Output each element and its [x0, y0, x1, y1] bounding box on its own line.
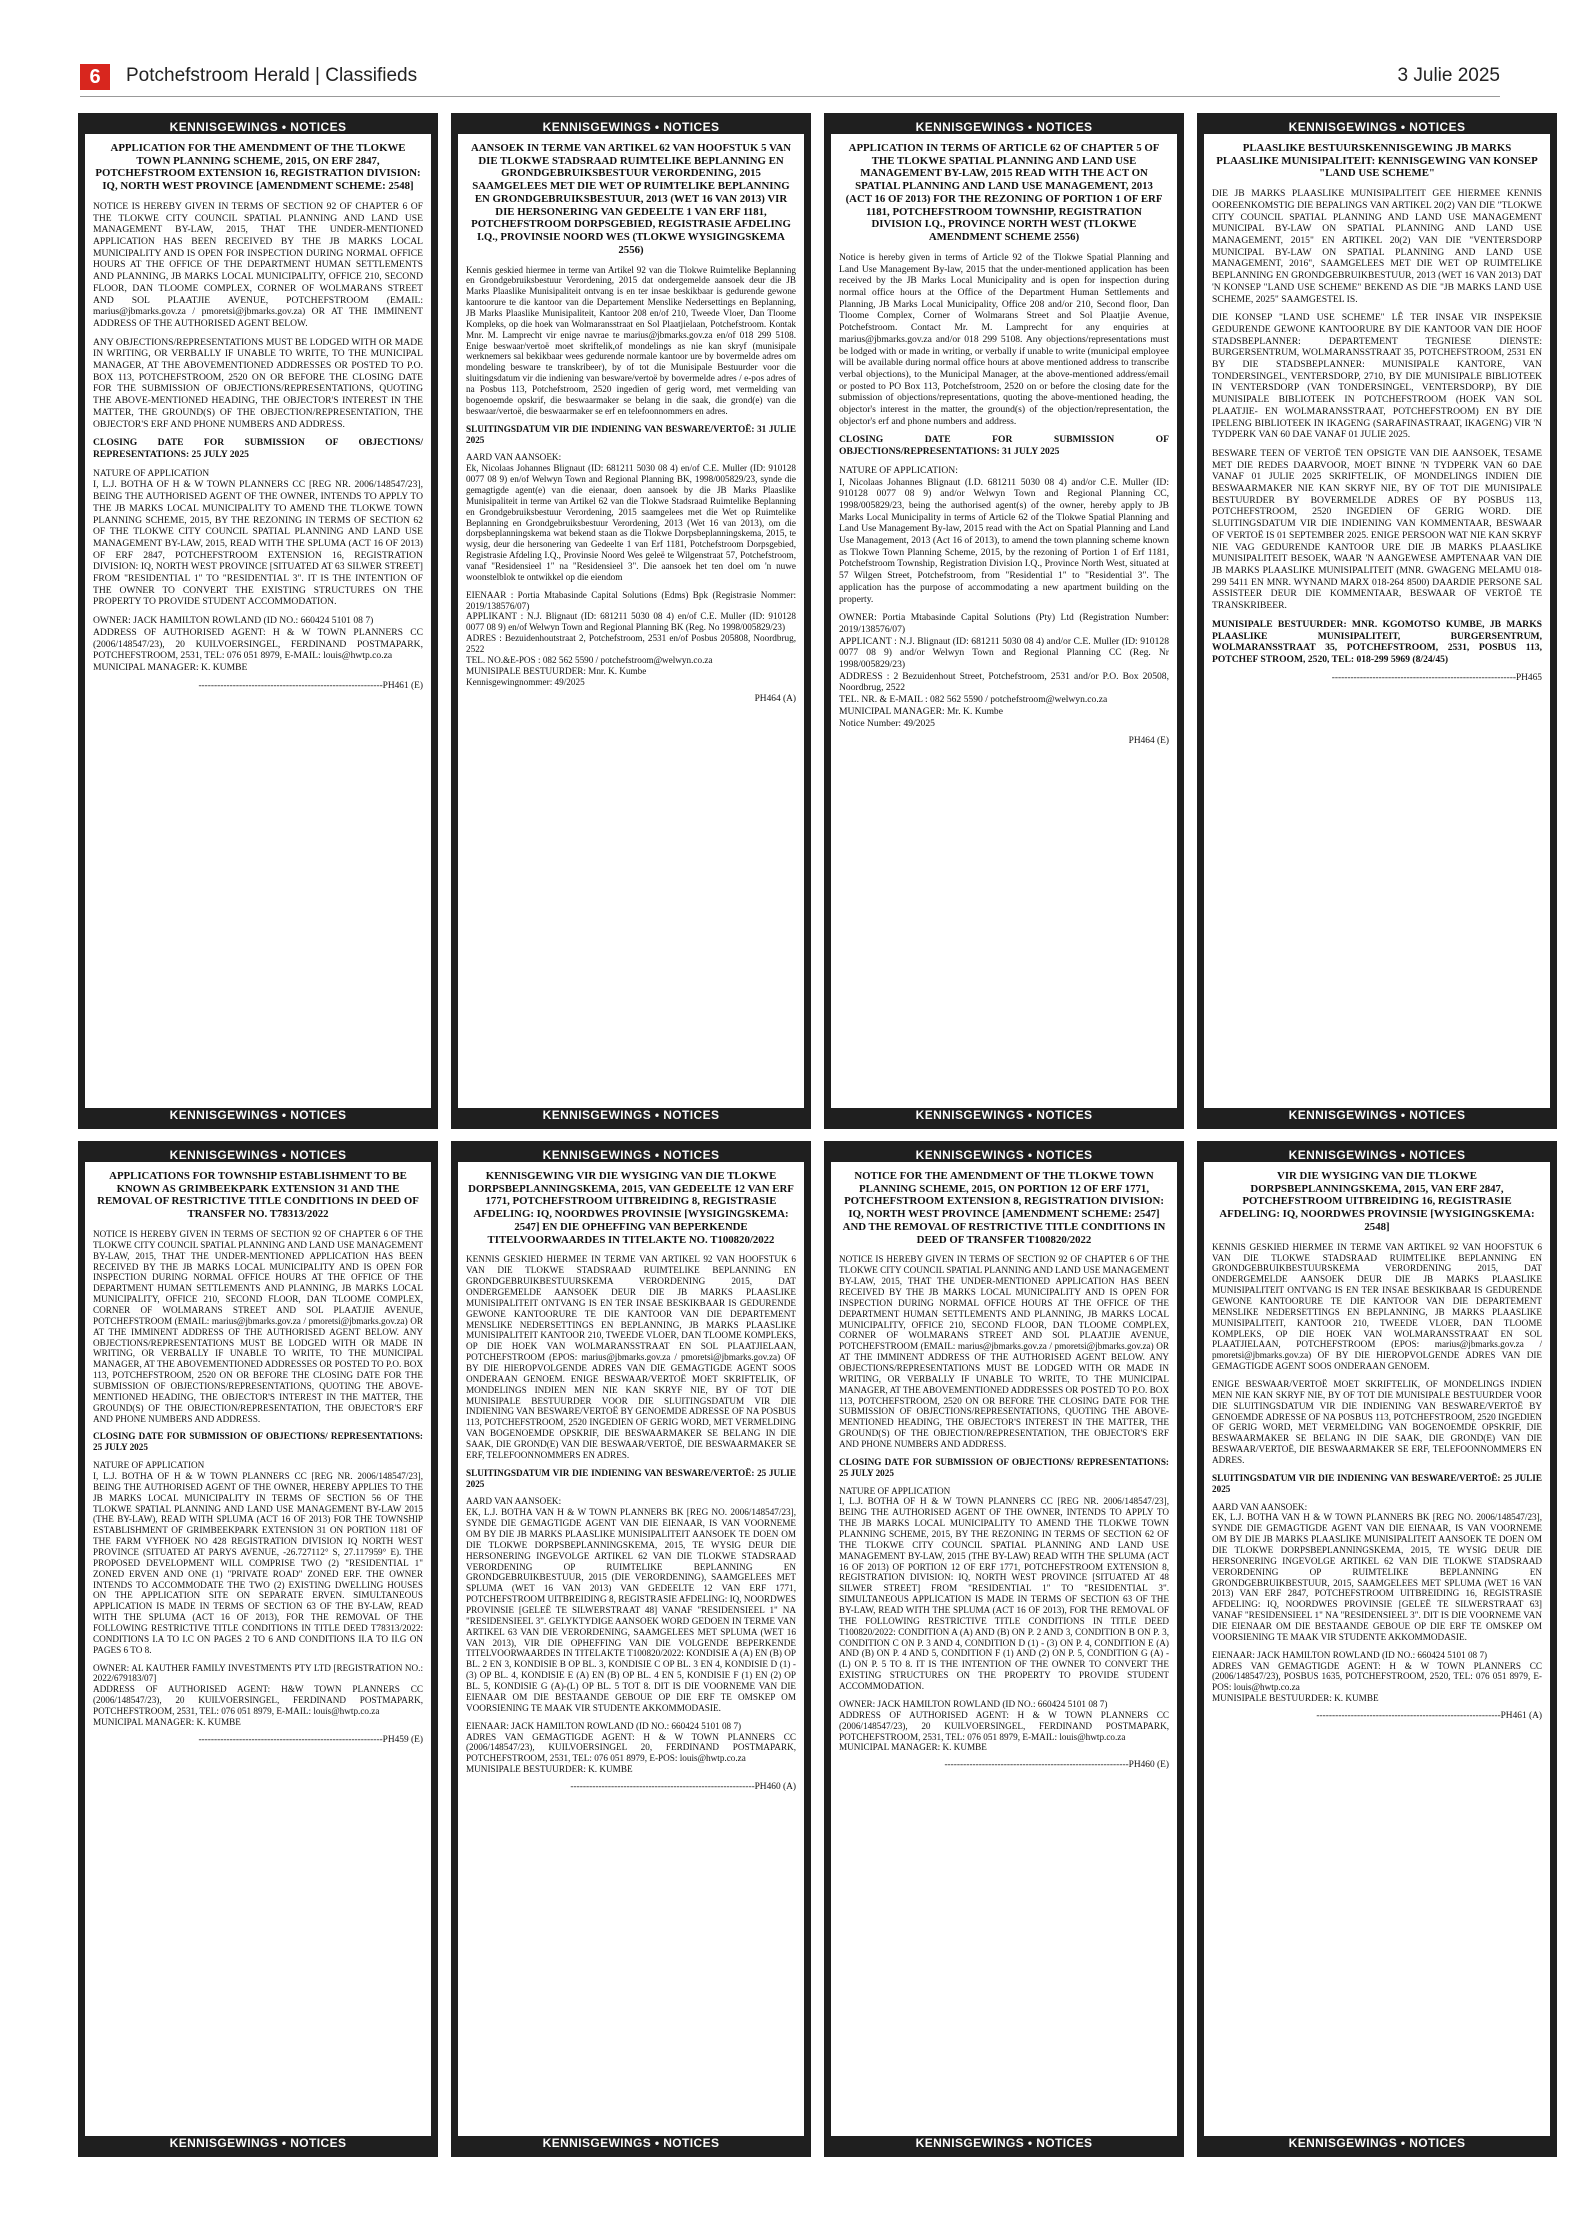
- notice-reference: -----------------------------------------------------------PH460 (A): [570, 1781, 796, 1792]
- notice-body: [831, 1162, 1177, 1773]
- notice-paragraph: DIE JB MARKS PLAASLIKE MUNISIPALITEIT GEE HIERMEE KENNIS OOREENKOMSTIG DIE BEPALINGS VAN ARTIKEL 20(2) VAN DIE "TLOKWE CITY COUNCIL SPATIAL PLANNING AND LAND USE MANAGEMENT MUNICIPAL BY-LAW ON SPATIAL PLANNING AND LAND USE MANAGEMENT, 2015" EN ARTIKEL 20(2) VAN DIE "VENTERSDORP MUNICIPAL BY-LAW ON SPATIAL PLANNING AND LAND USE MANAGEMENT, 2016", SAAMGELEES MET DIE WET OP RUIMTELIKE BEPLANNING EN GRONDGEBRUIKBESTUUR, 2013 (WET 16 VAN 2013) DAT 'N KONSEP "LAND USE SCHEME" BEKEND AS DIE "JB MARKS LAND USE SCHEME, 2025" SAAMGESTEL IS.: [1212, 188, 1542, 305]
- notice-title: KENNISGEWING VIR DIE WYSIGING VAN DIE TLOKWE DORPSBEPLANNINGSKEMA, 2015, VAN GEDEELTE 12 VAN ERF 1771, POTCHEFSTROOM UITBREIDING 8, REGISTRASIE AFDELING: IQ, NOORDWES PROVINSIE [WYSIGINGSKEMA: 2547] EN DIE OPHEFFING VAN BEPERKENDE TITELVOORWAARDES IN TITELAKTE NO. T100820/2022: [468, 1170, 794, 1246]
- notice-reference: -----------------------------------------------------------PH461 (A): [1316, 1711, 1542, 1722]
- notice-paragraph: EIENAAR: JACK HAMILTON ROWLAND (ID NO.: 660424 5101 08 7) ADRES VAN GEMAGTIGDE AGENT: H & W TOWN PLANNERS CC (2006/148547/23), POSBUS 1635, POTCHEFSTROOM, 2520, TEL: 076 051 8979, E-POS: louis@hwtp.co.za MUNISIPALE BESTUURDER: K. KUMBE: [1212, 1649, 1542, 1704]
- notice-band-bottom: KENNISGEWINGS • NOTICES: [85, 1108, 431, 1122]
- notice-band: KENNISGEWINGS • NOTICES: [831, 120, 1177, 134]
- notice-title: NOTICE FOR THE AMENDMENT OF THE TLOKWE TOWN PLANNING SCHEME, 2015, ON PORTION 12 OF ERF 1771, POTCHEFSTROOM EXTENSION 8, REGISTRATION DIVISION: IQ, NORTH WEST PROVINCE [AMENDMENT SCHEME: 2547] AND THE REMOVAL OF RESTRICTIVE TITLE CONDITIONS IN DEED OF TRANSFER T100820/2022: [842, 1170, 1166, 1246]
- notice-band-bottom: KENNISGEWINGS • NOTICES: [458, 1108, 804, 1122]
- notice-reference: PH464 (A): [754, 694, 796, 705]
- notice-paragraph: AARD VAN AANSOEK: EK, L.J. BOTHA VAN H & W TOWN PLANNERS BK [REG NO. 2006/148547/23], SYNDE DIE GEMAGTIGDE AGENT VAN DIE EIENAAR, IS VAN VOORNEME OM BY DIE JB MARKS PLAASLIKE MUNISIPALITEIT AANSOEK TE DOEN OM DIE TLOKWE DORPSBEPLANNINGSKEMA, 2015, TE WYSIG DEUR DIE HERSONERING INGEVOLGE ARTIKEL 62 VAN DIE TLOKWE STADSRAAD VERORDENING OP RUIMTELIKE BEPLANNING EN GRONDGEBRUIKBESTUUR, 2015 (DIE VERORDENING), SAAMGELEES MET SPLUMA (WET 16 VAN 2013) VAN GEDEELTE 12 VAN ERF 1771, POTCHEFSTROOM UITBREIDING 8, REGISTRASIE AFDELING: IQ, NOORDWES PROVINSIE [GELEË TE SILWERSTRAAT 48] VANAF "RESIDENSIEEL 1" NA "RESIDENSIEEL 3". GELYKTYDIGE AANSOEK WORD GEDOEN IN TERME VAN ARTIKEL 63 VAN DIE VERORDENING, SAAMGELEES MET SPLUMA (WET 16 VAN 2013), VIR DIE OPHEFFING VAN DIE VOLGENDE BEPERKENDE TITELVOORWAARDES IN TITELAKTE T100820/2022: KONDISIE A (A) EN (B) OP BL. 2 EN 3, KONDISIE B OP BL. 3, KONDISIE C OP BL. 3 EN 4, KONDISIE D (1) - (3) OP BL. 4, KONDISIE E (A) EN (B) OP BL. 4 EN 5, KONDISIE F (1) EN (2) OP BL. 5, KONDISIE G (A)-(L) OP BL. 5 TOT 8. DIT IS DIE VOORNEME VAN DIE EIENAAR OM DIE BESTAANDE GEBOUE OP DIE ERF TE OMSKEP OM VOORSIENING TE MAAK VIR STUDENTE AKKOMMODASIE.: [466, 1496, 796, 1713]
- notice-body: [1204, 134, 1550, 686]
- notice-paragraph: NATURE OF APPLICATION I, L.J. BOTHA OF H & W TOWN PLANNERS CC [REG NR. 2006/148547/23], BEING THE AUTHORISED AGENT OF THE OWNER, INTENDS TO APPLY TO THE JB MARKS LOCAL MUNICIPALITY TO AMEND THE TLOKWE TOWN PLANNING SCHEME, 2015, BY THE REZONING IN TERMS OF SECTION 62 OF THE TLOKWE CITY COUNCIL SPATIAL PLANNING AND LAND USE MANAGEMENT BY-LAW, 2015 (THE BY-LAW) READ WITH THE SPLUMA (ACT 16 OF 2013) OF PORTION 12 OF ERF 1771, POTCHEFSTROOM EXTENSION 8, REGISTRATION DIVISION: IQ, NORTH WEST PROVINCE [SITUATED AT 48 SILWER STREET] FROM "RESIDENTIAL 1" TO "RESIDENTIAL 3". SIMULTANEOUS APPLICATION IS MADE IN TERMS OF SECTION 63 OF THE BY-LAW, READ WITH THE SPLUMA (ACT 16 OF 2013), FOR THE REMOVAL OF THE FOLLOWING RESTRICTIVE TITLE CONDITIONS IN TITLE DEED T100820/2022: CONDITION A (A) AND (B) ON P. 2 AND 3, CONDITION B ON P. 3, CONDITION C ON P. 3 AND 4, CONDITION D (1) - (3) ON P. 4, CONDITION E (A) AND (B) ON P. 4 AND 5, CONDITION F (1) AND (2) ON P. 5, CONDITION G (A) - (L) ON P. 5 TO 8. IT IS THE INTENTION OF THE OWNER TO CONVERT THE EXISTING STRUCTURES ON THE PROPERTY TO PROVIDE STUDENT ACCOMMODATION.: [839, 1485, 1169, 1692]
- notice-body: [85, 1162, 431, 1748]
- notice-paragraph: NATURE OF APPLICATION I, L.J. BOTHA OF H & W TOWN PLANNERS CC [REG NR. 2006/148547/23], BEING THE AUTHORISED AGENT OF THE OWNER, INTENDS TO APPLY TO THE JB MARKS LOCAL MUNICIPALITY TO AMEND THE TLOKWE TOWN PLANNING SCHEME, 2015, BY THE REZONING IN TERMS OF SECTION 62 OF THE TLOKWE CITY COUNCIL SPATIAL PLANNING AND LAND USE MANAGEMENT BY-LAW, 2015, READ WITH THE SPLUMA (ACT 16 OF 2013) OF ERF 2847, POTCHEFSTROOM EXTENSION 16, REGISTRATION DIVISION: IQ, NORTH WEST PROVINCE [SITUATED AT 63 SILWER STREET] FROM "RESIDENTIAL 1" TO "RESIDENTIAL 3". IT IS THE INTENTION OF THE OWNER TO CONVERT THE EXISTING STRUCTURES ON THE PROPERTY TO PROVIDE STUDENT ACCOMMODATION.: [93, 467, 423, 608]
- notice-body: [458, 1162, 804, 1795]
- notice-paragraph: NATURE OF APPLICATION: I, Nicolaas Johannes Blignaut (I.D. 681211 5030 08 4) and/or C.E. Muller (ID: 910128 0077 08 9) and/or Welwyn Town and Regional Planning CC, 1998/005829/23, being the authorised agent(s) of the owner, hereby apply to JB Marks Local Municipality in terms of Article 62 of the Tlokwe Spatial Planning and Land Use Management By-law, 2015 read with the Act on Spatial Planning and Land Use Management, 2013 (Act 16 of 2013), to amend the town planning scheme known as Tlokwe Town Planning Scheme, 2015, by the rezoning of Portion 1 of Erf 1181, Potchefstroom Township, Registration Division I.Q., Province North West, situated at 57 Wilgen Street, Potchefstroom, from "Residential 1" to "Residential 3". The application has the purpose of accommodating a new apartment building on the property.: [839, 464, 1169, 605]
- notice-3: [831, 120, 1177, 1122]
- notice-title: APPLICATION IN TERMS OF ARTICLE 62 OF CHAPTER 5 OF THE TLOKWE SPATIAL PLANNING AND LAND USE MANAGEMENT BY-LAW, 2015 READ WITH THE ACT ON SPATIAL PLANNING AND LAND USE MANAGEMENT, 2013 (ACT 16 OF 2013) FOR THE REZONING OF PORTION 1 OF ERF 1181, POTCHEFSTROOM TOWNSHIP, REGISTRATION DIVISION I.Q., PROVINCE NORTH WEST (TLOKWE AMENDMENT SCHEME 2556): [845, 142, 1163, 244]
- notice-paragraph: OWNER: JACK HAMILTON ROWLAND (ID NO.: 660424 5101 08 7) ADDRESS OF AUTHORISED AGENT: H & W TOWN PLANNERS CC (2006/148547/23), 20 KUILVOERSINGEL, FERDINAND POSTMAPARK, POTCHEFSTROOM, 2531, TEL: 076 051 8979, E-MAIL: louis@hwtp.co.za MUNICIPAL MANAGER: K. KUMBE: [839, 1698, 1169, 1753]
- notice-paragraph: AARD VAN AANSOEK: EK, L.J. BOTHA VAN H & W TOWN PLANNERS BK [REG NO. 2006/148547/23], SYNDE DIE GEMAGTIGDE AGENT VAN DIE EIENAAR, IS VAN VOORNEME OM BY DIE JB MARKS PLAASLIKE MUNISIPALITEIT AANSOEK TE DOEN OM DIE TLOKWE DORPSBEPLANNINGSKEMA, 2015, TE WYSIG DEUR DIE HERSONERING INGEVOLGE ARTIKEL 62 VAN DIE TLOKWE STADSRAAD VERORDENING OP RUIMTELIKE BEPLANNING EN GRONDGEBRUIKBESTUUR, 2015, SAAMGELEES MET SPLUMA (WET 16 VAN 2013) VAN ERF 2847, POTCHEFSTROOM UITBREIDING 16, REGISTRASIE AFDELING: IQ, NOORDWES PROVINSIE [GELEË TE SILWERSTRAAT 63] VANAF "RESIDENSIEEL 1" NA "RESIDENSIEEL 3". DIT IS DIE VOORNEME VAN DIE EIENAAR OM DIE BESTAANDE GEBOUE OP DIE ERF TE OMSKEP OM VOORSIENING TE MAAK VIR STUDENTE AKKOMMODASIE.: [1212, 1501, 1542, 1642]
- publication-name: Potchefstroom Herald | Classifieds: [126, 65, 418, 86]
- notice-8: [1204, 1148, 1550, 2150]
- page-header: [80, 62, 1500, 92]
- notice-paragraph: Kennis geskied hiermee in terme van Artikel 92 van die Tlokwe Ruimtelike Beplanning en Grondgebruiksbestuur Verordening, 2015 dat ondergemelde aansoek deur die JB Marks Plaaslike Munisipaliteit ontvang is en ter insae beskikbaar is gedurende gewone kantoorure te die kantoor van die Departement Menslike Nedersettings en Beplanning, JB Marks Plaaslike Munisipaliteit, Kantoor 208 en/of 210, Tweede Vloer, Dan Tloome Kompleks, op die hoek van Wolmaransstraat en Sol Plaatjielaan, Potchefstroom. Kontak Mnr. M. Lamprecht vir enige navrae te marius@jbmarks.gov.za en/of 018 299 5108. Enige beswaar/vertoë moet skriftelik,of mondelings as nie kan skryf (munisipale werknemers sal bekikbaar wees gedurende normale kantoor ure by bovermelde adres om mondeling besware te transkribeer), by of tot die Munisipale Bestuurder voor die sluitingsdatum vir die indiening van besware/vertoë by bovermelde adres / e-pos adres of na Posbus 113, Potchefstroom, 2520 ingedien of gerig word, met vermelding van bogenoemde opskrif, die beswaarmaker se belang in die saak, die grond(e) van die beswaar/vertoë, die beswaarmaker se erf en telefoonnommers en adres.: [466, 264, 796, 416]
- notice-2: [458, 120, 804, 1122]
- publication-date: 3 Julie 2025: [1397, 65, 1500, 86]
- notice-paragraph: CLOSING DATE FOR SUBMISSION OF OBJECTIONS/ REPRESENTATIONS: 25 JULY 2025: [93, 1431, 423, 1453]
- notice-paragraph: EIENAAR: JACK HAMILTON ROWLAND (ID NO.: 660424 5101 08 7) ADRES VAN GEMAGTIGDE AGENT: H & W TOWN PLANNERS CC (2006/148547/23), KUILVOERSINGEL 20, FERDINAND POSTMAPARK, POTCHEFSTROOM, 2531, TEL: 076 051 8979, E-POS: louis@hwtp.co.za MUNISIPALE BESTUURDER: K. KUMBE: [466, 1720, 796, 1775]
- notice-title: VIR DIE WYSIGING VAN DIE TLOKWE DORPSBEPLANNINGSKEMA, 2015, VAN ERF 2847, POTCHEFSTROOM UITBREIDING 16, REGISTRASIE AFDELING: IQ, NOORDWES PROVINSIE [WYSIGINGSKEMA: 2548]: [1219, 1170, 1535, 1233]
- page-number: 6: [80, 64, 110, 90]
- notice-title: APPLICATIONS FOR TOWNSHIP ESTABLISHMENT TO BE KNOWN AS GRIMBEEKPARK EXTENSION 31 AND THE REMOVAL OF RESTRICTIVE TITLE CONDITIONS IN DEED OF TRANSFER NO. T78313/2022: [97, 1170, 419, 1221]
- notice-paragraph: CLOSING DATE FOR SUBMISSION OF OBJECTIONS/ REPRESENTATIONS: 25 JULY 2025: [93, 437, 423, 460]
- notice-paragraph: OWNER: AL KAUTHER FAMILY INVESTMENTS PTY LTD [REGISTRATION NO.: 2022/679183/07] ADDRESS OF AUTHORISED AGENT: H&W TOWN PLANNERS CC (2006/148547/23), 20 KUILVOERSINGEL, FERDINAND POSTMAPARK, POTCHEFSTROOM, 2531, TEL: 076 051 8979, E-MAIL: louis@hwtp.co.za MUNICIPAL MANAGER: K. KUMBE: [93, 1662, 423, 1727]
- notice-reference: -----------------------------------------------------------PH460 (E): [944, 1760, 1169, 1771]
- header-rule: [80, 96, 1500, 97]
- notice-paragraph: ANY OBJECTIONS/REPRESENTATIONS MUST BE LODGED WITH OR MADE IN WRITING, OR VERBALLY IF UNABLE TO WRITE, TO THE MUNICIPAL MANAGER, AT THE ABOVEMENTIONED ADDRESSES OR POSTED TO P.O. BOX 113, POTCHEFSTROOM, 2520 ON OR BEFORE THE CLOSING DATE FOR THE SUBMISSION OF OBJECTIONS/REPRESENTATIONS, QUOTING THE ABOVE-MENTIONED HEADING, THE OBJECTOR'S INTEREST IN THE MATTER, THE GROUND(S) OF THE OBJECTION/REPRESENTATION, THE OBJECTOR'S ERF AND PHONE NUMBERS AND ADDRESS.: [93, 336, 423, 430]
- notice-title: PLAASLIKE BESTUURSKENNISGEWING JB MARKS PLAASLIKE MUNISIPALITEIT: KENNISGEWING VAN KONSEP "LAND USE SCHEME": [1216, 142, 1538, 180]
- notice-6: [458, 1148, 804, 2150]
- notice-7: [831, 1148, 1177, 2150]
- notice-band-bottom: KENNISGEWINGS • NOTICES: [458, 2136, 804, 2150]
- notice-body: [1204, 1162, 1550, 1724]
- notice-5: [85, 1148, 431, 2150]
- notice-paragraph: MUNISIPALE BESTUURDER: MNR. KGOMOTSO KUMBE, JB MARKS PLAASLIKE MUNISIPALITEIT, BURGERSENTRUM, WOLMARANSSTRAAT 35, POTCHEFSTROOM, 2531, POSBUS 113, POTCHEF STROOM, 2520, TEL: 018-299 5969 (8/24/45): [1212, 618, 1542, 665]
- notice-1: [85, 120, 431, 1122]
- notice-paragraph: SLUITINGSDATUM VIR DIE INDIENING VAN BESWARE/VERTOË: 31 JULIE 2025: [466, 423, 796, 445]
- notice-band: KENNISGEWINGS • NOTICES: [1204, 120, 1550, 134]
- notice-band-bottom: KENNISGEWINGS • NOTICES: [831, 2136, 1177, 2150]
- notice-reference: -----------------------------------------------------------PH465: [1331, 672, 1542, 683]
- notice-band: KENNISGEWINGS • NOTICES: [1204, 1148, 1550, 1162]
- notice-paragraph: BESWARE TEEN OF VERTOË TEN OPSIGTE VAN DIE AANSOEK, TESAME MET DIE REDES DAARVOOR, MOET BINNE 'N TYDPERK VAN 60 DAE VANAF 01 JULIE 2025 SKRIFTELIK, OF MONDELINGS INDIEN DIE BESWAARMAKER NIE KAN SKRYF NIE, BY OF TOT DIE MUNISIPALE BESTUURDER BY BOVERMELDE ADRES OF BY POSBUS 113, POTCHEFSTROOM, 2520 INGEDIEN OF GERIG WORD. DIE SLUITINGSDATUM VIR DIE INDIENING VAN KOMMENTAAR, BESWAAR OF VERTOË IS 01 SEPTEMBER 2025. ENIGE PERSOON WAT NIE KAN SKRYF NIE VAG GEDURENDE KANTOOR URE DIE JB MARKS PLAASLIKE MUNISIPALITEIT BESOEK, WAAR 'N AANGEWESE AMPTENAAR VAN DIE JB MARKS PLAASLIKE MUNISIPALITEIT (MNR. GWAGENG MELAMU 018-299 5411 EN MNR. WYNAND MARX 018-264 8500) DAARDIE PERSONE SAL ASSISTEER DEUR DIE KOMMENTAAR, BESWAAR OF VERTOË TE TRANSKRIBEER.: [1212, 447, 1542, 612]
- notice-paragraph: KENNIS GESKIED HIERMEE IN TERME VAN ARTIKEL 92 VAN HOOFSTUK 6 VAN DIE TLOKWE STADSRAAD RUIMTELIKE BEPLANNING EN GRONDGEBRUIKBESTUURSKEMA VERORDENING 2015, DAT ONDERGEMELDE AANSOEK DEUR DIE JB MARKS PLAASLIKE MUNISIPALITEIT ONTVANG IS EN TER INSAE BESKIKBAAR IS GEDURENDE GEWONE KANTOORURE TE DIE KANTOOR VAN DIE DEPARTEMENT MENSLIKE NEDERSETTINGS EN BEPLANNING, JB MARKS PLAASLIKE MUNISIPALITEIT, KANTOOR 210, TWEEDE VLOER, DAN TLOOME KOMPLEKS, OP DIE HOEK VAN WOLMARANSSTRAAT EN SOL PLAATJIELAAN, POTCHEFSTROOM (EPOS: marius@jbmarks.gov.za / pmoretsi@jbmarks.gov.za) OF BY DIE HIEROPVOLGENDE ADRES VAN DIE GEMAGTIGDE AGENT SOOS ONDERAAN GENOEM.: [1212, 1241, 1542, 1372]
- notice-paragraph: NOTICE IS HEREBY GIVEN IN TERMS OF SECTION 92 OF CHAPTER 6 OF THE TLOKWE CITY COUNCIL SPATIAL PLANNING AND LAND USE MANAGEMENT BY-LAW, 2015, THAT THE UNDER-MENTIONED APPLICATION HAS BEEN RECEIVED BY THE JB MARKS LOCAL MUNICIPALITY AND IS OPEN FOR INSPECTION DURING NORMAL OFFICE HOURS AT THE OFFICE OF THE DEPARTMENT HUMAN SETTLEMENTS AND PLANNING, JB MARKS LOCAL MUNICIPALITY, OFFICE 210, SECOND FLOOR, DAN TLOOME COMPLEX, CORNER OF WOLMARANS STREET AND SOL PLAATJIE AVENUE, POTCHEFSTROOM (EMAIL: marius@jbmarks.gov.za / pmoretsi@jbmarks.gov.za) OR AT THE IMMINENT ADDRESS OF THE AUTHORISED AGENT BELOW.: [93, 200, 423, 329]
- notice-paragraph: CLOSING DATE FOR SUBMISSION OF OBJECTIONS/ REPRESENTATIONS: 25 JULY 2025: [839, 1456, 1169, 1478]
- notice-paragraph: SLUITINGSDATUM VIR DIE INDIENING VAN BESWARE/VERTOË: 25 JULIE 2025: [466, 1467, 796, 1489]
- notice-body: [831, 134, 1177, 750]
- notice-paragraph: CLOSING DATE FOR SUBMISSION OF OBJECTIONS/REPRESENTATIONS: 31 JULY 2025: [839, 434, 1169, 458]
- notice-paragraph: NATURE OF APPLICATION I, L.J. BOTHA OF H & W TOWN PLANNERS CC [REG NR. 2006/148547/23], BEING THE AUTHORISED AGENT OF THE OWNER, HEREBY APPLIES TO THE JB MARKS LOCAL MUNICIPALITY IN TERMS OF SECTION 56 OF THE TLOKWE SPATIAL PLANNING AND LAND USE MANAGEMENT BY-LAW 2015 (THE BY-LAW), READ WITH SPLUMA (ACT 16 OF 2013) FOR THE TOWNSHIP ESTABLISHMENT OF GRIMBEEKPARK EXTENSION 31 ON PORTION 1181 OF THE FARM VYFHOEK NO 428 REGISTRATION DIVISION IQ NORTH WEST PROVINCE (SITUATED AT PARYS AVENUE, -26.727112° S, 27.117959° E). THE PROPOSED DEVELOPMENT WILL COMPRISE TWO (2) "RESIDENTIAL 1" ZONED ERVEN AND ONE (1) "PRIVATE ROAD" ZONED ERF. THE OWNER INTENDS TO ACCOMMODATE THE TWO (2) EXISTING DWELLING HOUSES ON THE APPLICATION SITE ON SEPARATE ERVEN. SIMULTANEOUS APPLICATION IS MADE IN TERMS OF SECTION 63 OF THE BY-LAW, READ WITH THE SPLUMA (ACT 16 OF 2013), FOR THE REMOVAL OF THE FOLLOWING RESTRICTIVE TITLE CONDITIONS IN TITLE DEED T78313/2022: CONDITIONS I.A TO I.C ON PAGES 2 TO 6 AND CONDITIONS II.A TO II.G ON PAGES 6 TO 8.: [93, 1460, 423, 1655]
- notice-paragraph: NOTICE IS HEREBY GIVEN IN TERMS OF SECTION 92 OF CHAPTER 6 OF THE TLOKWE CITY COUNCIL SPATIAL PLANNING AND LAND USE MANAGEMENT BY-LAW, 2015, THAT THE UNDER-MENTIONED APPLICATION HAS BEEN RECEIVED BY THE JB MARKS LOCAL MUNICIPALITY AND IS OPEN FOR INSPECTION DURING NORMAL OFFICE HOURS AT THE OFFICE OF THE DEPARTMENT HUMAN SETTLEMENTS AND PLANNING, JB MARKS LOCAL MUNICIPALITY, OFFICE 210, SECOND FLOOR, DAN TLOOME COMPLEX, CORNER OF WOLMARANS STREET AND SOL PLAATJIE AVENUE, POTCHEFSTROOM (EMAIL: marius@jbmarks.gov.za / pmoretsi@jbmarks.gov.za) OR AT THE IMMINENT ADDRESS OF THE AUTHORISED AGENT BELOW. ANY OBJECTIONS/REPRESENTATIONS MUST BE LODGED WITH OR MADE IN WRITING, OR VERBALLY IF UNABLE TO WRITE, TO THE MUNICIPAL MANAGER, AT THE ABOVEMENTIONED ADDRESSES OR POSTED TO P.O. BOX 113, POTCHEFSTROOM, 2520 ON OR BEFORE THE CLOSING DATE FOR THE SUBMISSION OF OBJECTIONS/REPRESENTATIONS, QUOTING THE ABOVE-MENTIONED HEADING, THE OBJECTOR'S INTEREST IN THE MATTER, THE GROUND(S) OF THE OBJECTION/REPRESENTATION, THE OBJECTOR'S ERF AND PHONE NUMBERS AND ADDRESS.: [839, 1254, 1169, 1450]
- notice-4: [1204, 120, 1550, 1122]
- notice-body: [458, 134, 804, 708]
- notice-paragraph: AARD VAN AANSOEK: Ek, Nicolaas Johannes Blignaut (ID: 681211 5030 08 4) en/of C.E. Muller (ID: 910128 0077 08 9) en/of Welwyn Town and Regional Planning BK, 1998/005829/23, synde die gemagtigde agent(e) van die eienaar, doen aansoek by die JB Marks Plaaslike Munisipaliteit in terme van Artikel 62 van die Tlokwe Stadsraad Ruimtelike Beplanning en Grondgebruiksbestuur Verordening, 2015 saamgelees met die Wet op Ruimtelike Beplanning en Grondgebruiksbestuur Verordening, 2013 (Wet 16 van 2013), om die dorpsbeplanningskema wat bekend staan as die Tlokwe Dorpsbeplanningskema, 2015, te wysig, deur die hersonering van Gedeelte 1 van Erf 1181, Potchefstroom Dorpsgebied, Registrasie Afdeling I.Q., Provinsie Noord Wes geleë te Wilgenstraat 57, Potchefstroom, vanaf "Residensieel 1" na "Residensieel 3". Die aansoek het ten doel om 'n nuwe woonstelblok te ontwikkel op die eiendom: [466, 452, 796, 582]
- notice-paragraph: DIE KONSEP "LAND USE SCHEME" LÊ TER INSAE VIR INSPEKSIE GEDURENDE GEWONE KANTOORURE BY DIE KANTOOR VAN DIE HOOF STADSBEPLANNER: DEPARTEMENT TEGNIESE DIENSTE: BURGERSENTRUM, WOLMARANSSTRAAT 35, POTCHEFSTROOM, 2531 EN BY DIE STADSBEPLANNER: MUNISIPALE KANTORE, VAN TONDERSINGEL, VENTERSDORP, 2710, BY DIE MUNISIPALE BIBLIOTEEK IN VENTERSDORP (VAN TONDERSINGEL, VENTERSDORP), BY DIE MUNISIPALE BIBLIOTEEK IN POTCHEFSTROOM (HOEK VAN SOL PLAATJIE- EN WOLMARANSSTRAAT, POTCHEFSTROOM) EN BY DIE IPELENG BIBLIOTEEK IN IKAGENG (SARAFINASTRAAT, IKAGENG) VIR 'N TYDPERK VAN 60 DAE VANAF 01 JULIE 2025.: [1212, 312, 1542, 441]
- notice-reference: -----------------------------------------------------------PH461 (E): [198, 680, 423, 691]
- notice-band: KENNISGEWINGS • NOTICES: [458, 120, 804, 134]
- notice-paragraph: OWNER: JACK HAMILTON ROWLAND (ID NO.: 660424 5101 08 7) ADDRESS OF AUTHORISED AGENT: H & W TOWN PLANNERS CC (2006/148547/23), 20 KUILVOERSINGEL, FERDINAND POSTMAPARK, POTCHEFSTROOM, 2531, TEL: 076 051 8979, E-MAIL: louis@hwtp.co.za MUNICIPAL MANAGER: K. KUMBE: [93, 615, 423, 673]
- notice-band: KENNISGEWINGS • NOTICES: [85, 1148, 431, 1162]
- notice-band-bottom: KENNISGEWINGS • NOTICES: [1204, 2136, 1550, 2150]
- notice-reference: -----------------------------------------------------------PH459 (E): [198, 1734, 423, 1745]
- notice-band: KENNISGEWINGS • NOTICES: [458, 1148, 804, 1162]
- notice-band: KENNISGEWINGS • NOTICES: [831, 1148, 1177, 1162]
- notice-band-bottom: KENNISGEWINGS • NOTICES: [831, 1108, 1177, 1122]
- notice-title: AANSOEK IN TERME VAN ARTIKEL 62 VAN HOOFSTUK 5 VAN DIE TLOKWE STADSRAAD RUIMTELIKE BEPLANNING EN GRONDGEBRUIKSBESTUUR VERORDENING, 2015 SAAMGELEES MET DIE WET OP RUIMTELIKE BEPLANNING EN GRONDGEBRUIKSBESTUUR, 2013 (WET 16 VAN 2013) VIR DIE HERSONERING VAN GEDEELTE 1 VAN ERF 1181, POTCHEFSTROOM DORPSGEBIED, REGISTRASIE AFDELING I.Q., PROVINSIE NOORD WES (TLOKWE WYSIGINGSKEMA 2556): [470, 142, 792, 256]
- notice-paragraph: OWNER: Portia Mtabasinde Capital Solutions (Pty) Ltd (Registration Number: 2019/138576/07) APPLICANT : N.J. Blignaut (ID: 681211 5030 08 4) and/or C.E. Muller (ID: 910128 0077 08 9) and/or Welwyn Town and Regional Planning CC (Reg. Nr 1998/005829/23) ADDRESS : 2 Bezuidenhout Street, Potchefstroom, 2531 and/or P.O. Box 20508, Noordbrug, 2522 TEL. NR. & E-MAIL : 082 562 5590 / potchefstroom@welwyn.co.za MUNICIPAL MANAGER: Mr. K. Kumbe Notice Number: 49/2025: [839, 612, 1169, 729]
- notice-reference: PH464 (E): [1128, 736, 1169, 747]
- notice-paragraph: SLUITINGSDATUM VIR DIE INDIENING VAN BESWARE/VERTOË: 25 JULIE 2025: [1212, 1472, 1542, 1494]
- notice-title: APPLICATION FOR THE AMENDMENT OF THE TLOKWE TOWN PLANNING SCHEME, 2015, ON ERF 2847, POTCHEFSTROOM EXTENSION 16, REGISTRATION DIVISION: IQ, NORTH WEST PROVINCE [AMENDMENT SCHEME: 2548]: [95, 142, 421, 193]
- notice-body: [85, 134, 431, 694]
- notice-paragraph: KENNIS GESKIED HIERMEE IN TERME VAN ARTIKEL 92 VAN HOOFSTUK 6 VAN DIE TLOKWE STADSRAAD RUIMTELIKE BEPLANNING EN GRONDGEBRUIKBESTUURSKEMA VERORDENING 2015, DAT ONDERGEMELDE AANSOEK DEUR DIE JB MARKS PLAASLIKE MUNISIPALITEIT ONTVANG IS EN TER INSAE BESKIKBAAR IS GEDURENDE GEWONE KANTOORURE TE DIE KANTOOR VAN DIE DEPARTEMENT MENSLIKE NEDERSETTINGS EN BEPLANNING, JB MARKS PLAASLIKE MUNISIPALITEIT KANTOOR 210, TWEEDE VLOER, DAN TLOOME KOMPLEKS, OP DIE HOEK VAN WOLMARANSSTRAAT EN SOL PLAATJIELAAN, POTCHEFSTROOM (EPOS: marius@jbmarks.gov.za / pmoretsi@jbmarks.gov.za) OF BY DIE HIEROPVOLGENDE ADRES VAN DIE GEMAGTIGDE AGENT SOOS ONDERAAN GENOEM. ENIGE BESWAAR/VERTOË MOET SKRIFTELIK, OF MONDELINGS INDIEN MEN NIE KAN SKRYF NIE, BY OF TOT DIE MUNISIPALE BESTUURDER VOOR DIE SLUITINGSDATUM VIR DIE INDIENING VAN BESWARE/VERTOË BY GENOEMDE ADRESSE OF NA POSBUS 113, POTCHEFSTROOM, 2520 INGEDIEN OF GERIG WORD, MET VERMELDING VAN BOGENOEMDE OPSKRIF, DIE BESWAARMAKER SE BELANG IN DIE SAAK, DIE GROND(E) VAN DIE BESWAAR/VERTOË, DIE BESWAARMAKER SE ERF, TELEFOONNOMMERS EN ADRES.: [466, 1254, 796, 1460]
- notice-paragraph: Notice is hereby given in terms of Article 92 of the Tlokwe Spatial Planning and Land Use Management By-law, 2015 that the under-mentioned application has been received by the JB Marks Local Municipality and is open for inspection during normal office hours at the Office of the Department Human Settlements and Planning, JB Marks Local Municipality, Office 208 and/or 210, Second floor, Dan Tloome Complex, Corner of Wolmarans Street and Sol Plaatjie Avenue, Potchefstroom. Contact Mr. M. Lamprecht for any enquiries at marius@jbmarks.gov.za and/or 018 299 5108. Any objections/representations must be lodged with or made in writing, or verbally if unable to write (municipal employee will be available during normal office hours at above mentioned address to transcribe verbal objections), to the Municipal Manager, at the above-mentioned address/email or posted to PO Box 113, Potchefstroom, 2520 on or before the closing date for the submission of objections/representations, quoting the above-mentioned heading, the objector's interest in the matter, the ground(s) of the objection/representation, the objector's erf and phone numbers and address.: [839, 251, 1169, 427]
- notice-band: KENNISGEWINGS • NOTICES: [85, 120, 431, 134]
- notice-band-bottom: KENNISGEWINGS • NOTICES: [1204, 1108, 1550, 1122]
- notice-paragraph: NOTICE IS HEREBY GIVEN IN TERMS OF SECTION 92 OF CHAPTER 6 OF THE TLOKWE CITY COUNCIL SPATIAL PLANNING AND LAND USE MANAGEMENT BY-LAW, 2015, THAT THE UNDER-MENTIONED APPLICATION HAS BEEN RECEIVED BY THE JB MARKS LOCAL MUNICIPALITY AND IS OPEN FOR INSPECTION DURING NORMAL OFFICE HOURS AT THE OFFICE OF THE DEPARTMENT HUMAN SETTLEMENTS AND PLANNING, JB MARKS LOCAL MUNICIPALITY, OFFICE 210, SECOND FLOOR, DAN TLOOME COMPLEX, CORNER OF WOLMARANS STREET AND SOL PLAATJIE AVENUE, POTCHEFSTROOM (EMAIL: marius@jbmarks.gov.za / pmoretsi@jbmarks.gov.za) OR AT THE IMMINENT ADDRESS OF THE AUTHORISED AGENT BELOW. ANY OBJECTIONS/REPRESENTATIONS MUST BE LODGED WITH OR MADE IN WRITING, OR VERBALLY IF UNABLE TO WRITE, TO THE MUNICIPAL MANAGER, AT THE ABOVEMENTIONED ADDRESSES OR POSTED TO P.O. BOX 113, POTCHEFSTROOM, 2520 ON OR BEFORE THE CLOSING DATE FOR THE SUBMISSION OF OBJECTIONS/REPRESENTATIONS, QUOTING THE ABOVE-MENTIONED HEADING, THE OBJECTOR'S INTEREST IN THE MATTER, THE GROUND(S) OF THE OBJECTION/REPRESENTATION, THE OBJECTOR'S ERF AND PHONE NUMBERS AND ADDRESS.: [93, 1228, 423, 1424]
- notice-paragraph: ENIGE BESWAAR/VERTOË MOET SKRIFTELIK, OF MONDELINGS INDIEN MEN NIE KAN SKRYF NIE, BY OF TOT DIE MUNISIPALE BESTUURDER VOOR DIE SLUITINGSDATUM VIR DIE INDIENING VAN BESWARE/VERTOË BY GENOEMDE ADRESSE OF NA POSBUS 113, POTCHEFSTROOM, 2520 INGEDIEN OF GERIG WORD, MET VERMELDING VAN BOGENOEMDE OPSKRIF, DIE BESWAARMAKER SE BELANG IN DIE SAAK, DIE GROND(E) VAN DIE BESWAAR/VERTOË, DIE BESWAARMAKER SE ERF, TELEFOONNOMMERS EN ADRES.: [1212, 1378, 1542, 1465]
- notice-paragraph: EIENAAR : Portia Mtabasinde Capital Solutions (Edms) Bpk (Registrasie Nommer: 2019/138576/07) APPLIKANT : N.J. Blignaut (ID: 681211 5030 08 4) en/of C.E. Muller (ID: 910128 0077 08 9) en/of Welwyn Town and Regional Planning BK (Reg. No 1998/005829/23) ADRES : Bezuidenhoutstraat 2, Potchefstroom, 2531 en/of Posbus 205808, Noordbrug, 2522 TEL. NO.&E-POS : 082 562 5590 / potchefstroom@welwyn.co.za MUNISIPALE BESTUURDER: Mnr. K. Kumbe Kennisgewingnommer: 49/2025: [466, 589, 796, 687]
- notice-band-bottom: KENNISGEWINGS • NOTICES: [85, 2136, 431, 2150]
